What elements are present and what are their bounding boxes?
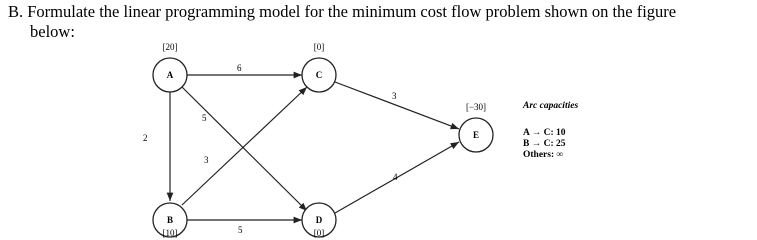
node-d-supply: [0] <box>313 228 325 238</box>
cost-d-e: 4 <box>393 172 398 182</box>
question-line-2: below: <box>30 22 75 41</box>
cost-b-c: 3 <box>204 155 209 165</box>
legend <box>522 101 578 160</box>
arc-c-e <box>335 82 459 129</box>
cost-b-d: 5 <box>238 225 243 235</box>
legend-item-1: A → C: 10 <box>523 128 566 138</box>
question-line-1: B. Formulate the linear programming model for the minimum cost flow problem shown on the figure <box>8 2 677 21</box>
node-a-label: A <box>166 70 174 80</box>
cost-a-d: 5 <box>202 113 207 123</box>
node-d <box>302 203 336 238</box>
node-a <box>153 42 187 92</box>
arcs <box>170 75 459 220</box>
cost-a-b: 2 <box>143 133 148 143</box>
node-c-supply: [0] <box>313 42 325 52</box>
cost-c-e: 3 <box>392 91 397 101</box>
arc-a-d <box>182 87 307 211</box>
node-d-label: D <box>315 215 323 225</box>
legend-title: Arc capacities <box>523 101 579 111</box>
node-b-label: B <box>166 215 174 225</box>
arc-b-c <box>182 87 307 205</box>
node-c-label: C <box>315 70 323 80</box>
node-b-supply: [10] <box>162 228 178 238</box>
node-e <box>459 102 493 152</box>
cost-a-c: 6 <box>237 63 242 73</box>
node-c <box>302 42 336 92</box>
legend-item-2: B → C: 25 <box>523 139 566 149</box>
node-a-supply: [20] <box>162 42 178 52</box>
node-b <box>153 203 187 238</box>
node-e-label: E <box>472 130 480 140</box>
legend-item-3: Others: ∞ <box>523 150 564 160</box>
node-e-supply: [−30] <box>465 102 487 112</box>
